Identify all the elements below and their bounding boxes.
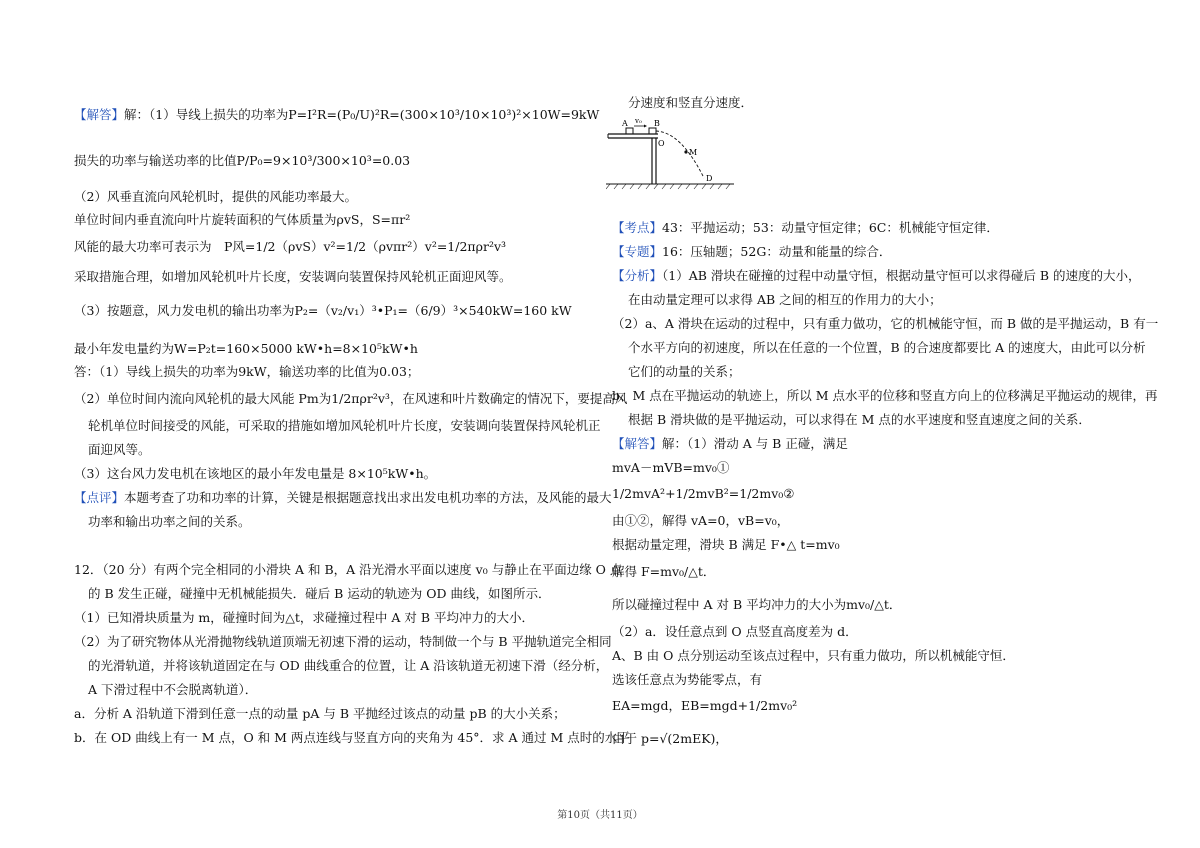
label-B: B (654, 119, 660, 128)
question-line-6: A 下滑过程中不会脱离轨道）． (88, 682, 258, 697)
answer-line-1: 答：（1）导线上损失的功率为9kW，输送功率的比值为0.03； (74, 364, 420, 379)
page-footer: 第10页（共11页） (557, 810, 643, 821)
answer-line-5: （3）这台风力发电机在该地区的最小年发电量是 8×10⁵kW•h。 (74, 466, 437, 481)
solution2-line-4: 由①②，解得 vA=0，vB=v₀， (612, 513, 790, 528)
solution2-line-11: EA=mgd，EB=mgd+1/2mv₀² (612, 698, 798, 713)
solution-line-2: 损失的功率与输送功率的比值P/P₀=9×10³/300×10³=0.03 (74, 153, 411, 168)
solution2-line-2: mvA－mVB=mv₀① (612, 460, 730, 475)
label-M: M (689, 148, 698, 157)
question-line-4: （2）为了研究物体从光滑抛物线轨道顶端无初速下滑的运动，特制做一个与 B 平抛轨道完全相同 (74, 634, 612, 649)
solution-line-4: 单位时间内垂直流向叶片旋转面积的气体质量为ρvS，S=πr² (74, 212, 411, 227)
analysis-line-2: 在由动量定理可以求得 AB 之间的相互的作用力的大小； (628, 292, 942, 307)
tag-topic: 【专题】 (612, 244, 663, 259)
solution2-line-1: 【解答】解：（1）滑动 A 与 B 正碰，满足 (612, 436, 848, 451)
question-line-5: 的光滑轨道，并将该轨道固定在与 OD 曲线重合的位置，让 A 沿该轨道无初速下滑（经分析， (88, 658, 609, 673)
tag-comment: 【点评】 (74, 490, 125, 505)
label-D: D (706, 174, 713, 183)
trajectory-diagram (606, 112, 736, 192)
question-line-1: 12．（20 分）有两个完全相同的小滑块 A 和 B，A 沿光滑水平面以速度 v₀ 与静止在平面边缘 O 点 (74, 562, 623, 577)
tag-analysis: 【分析】 (612, 268, 663, 283)
label-O: O (658, 139, 665, 148)
topic-line: 【专题】16：压轴题；52G：动量和能量的综合． (612, 244, 892, 259)
question-line-7: a．分析 A 沿轨道下滑到任意一点的动量 pA 与 B 平抛经过该点的动量 pB 的大小关系； (74, 706, 566, 721)
solution2-line-9: A、B 由 O 点分别运动至该点过程中，只有重力做功，所以机械能守恒． (612, 648, 1015, 663)
comment-line-1: 【点评】本题考查了功和功率的计算，关键是根据题意找出求出发电机功率的方法，及风能的最大 (74, 490, 612, 505)
question-line-9: 分速度和竖直分速度． (628, 95, 754, 110)
analysis-line-7: 根据 B 滑块做的是平抛运动，可以求得在 M 点的水平速度和竖直速度之间的关系． (628, 412, 1091, 427)
tag-keypoint: 【考点】 (612, 220, 663, 235)
solution2-line-6: 解得 F=mv₀/△t． (612, 564, 716, 579)
solution2-line-10: 选该任意点为势能零点，有 (612, 672, 763, 687)
solution2-line-12: 由于 p=√(2mEK)， (612, 731, 728, 746)
answer-line-2: （2）单位时间内流向风轮机的最大风能 Pm为1/2πρr²v³，在风速和叶片数确定的情况下，要提高风 (74, 391, 628, 406)
solution2-line-3: 1/2mvA²+1/2mvB²=1/2mv₀② (612, 486, 795, 501)
solution-line-7: （3）按题意，风力发电机的输出功率为P₂=（v₂/v₁）³•P₁=（6/9）³×540kW=160 kW (74, 303, 572, 318)
keypoint-line: 【考点】43：平抛运动；53：动量守恒定律；6C：机械能守恒定律． (612, 220, 999, 235)
tag-solution-2: 【解答】 (612, 436, 663, 451)
question-line-3: （1）已知滑块质量为 m，碰撞时间为△t，求碰撞过程中 A 对 B 平均冲力的大小． (74, 610, 535, 625)
solution-line-3: （2）风垂直流向风轮机时，提供的风能功率最大。 (74, 189, 357, 204)
solution2-line-5: 根据动量定理，滑块 B 满足 F•△ t=mv₀ (612, 537, 840, 552)
answer-line-4: 面迎风等。 (88, 442, 151, 457)
label-v0: v₀ (635, 117, 642, 125)
solution2-line-7: 所以碰撞过程中 A 对 B 平均冲力的大小为mv₀/△t． (612, 597, 902, 612)
solution-line-6: 采取措施合理，如增加风轮机叶片长度，安装调向装置保持风轮机正面迎风等。 (74, 269, 512, 284)
analysis-line-6: b、M 点在平抛运动的轨迹上，所以 M 点水平的位移和竖直方向上的位移满足平抛运动的规律，再 (612, 388, 1158, 403)
solution-line-1: 【解答】解：（1）导线上损失的功率为P=I²R=(P₀/U)²R=(300×10³/10×10³)²×10W=9kW (74, 107, 600, 122)
question-line-8: b．在 OD 曲线上有一 M 点，O 和 M 两点连线与竖直方向的夹角为 45°．求 A 通过 M 点时的水平 (74, 730, 630, 745)
tag-solution: 【解答】 (74, 107, 125, 122)
solution-line-5: 风能的最大功率可表示为 P风=1/2（ρvS）v²=1/2（ρvπr²）v²=1/2πρr²v³ (74, 239, 507, 254)
comment-line-2: 功率和输出功率之间的关系。 (88, 514, 251, 529)
answer-line-3: 轮机单位时间接受的风能，可采取的措施如增加风轮机叶片长度，安装调向装置保持风轮机正 (88, 418, 601, 433)
analysis-line-3: （2）a、A 滑块在运动的过程中，只有重力做功，它的机械能守恒，而 B 做的是平抛运动，B 有一 (612, 316, 1159, 331)
analysis-line-5: 它们的动量的关系； (628, 364, 741, 379)
analysis-line-4: 个水平方向的初速度，所以在任意的一个位置，B 的合速度都要比 A 的速度大，由此可以分析 (628, 340, 1146, 355)
solution-line-8: 最小年发电量约为W=P₂t=160×5000 kW•h=8×10⁵kW•h (74, 341, 418, 356)
analysis-line-1: 【分析】（1）AB 滑块在碰撞的过程中动量守恒，根据动量守恒可以求得碰后 B 的速度的大小， (612, 268, 1141, 283)
question-line-2: 的 B 发生正碰，碰撞中无机械能损失．碰后 B 运动的轨迹为 OD 曲线，如图所示． (88, 586, 551, 601)
label-A: A (622, 119, 628, 128)
solution2-line-8: （2）a．设任意点到 O 点竖直高度差为 d． (612, 624, 858, 639)
